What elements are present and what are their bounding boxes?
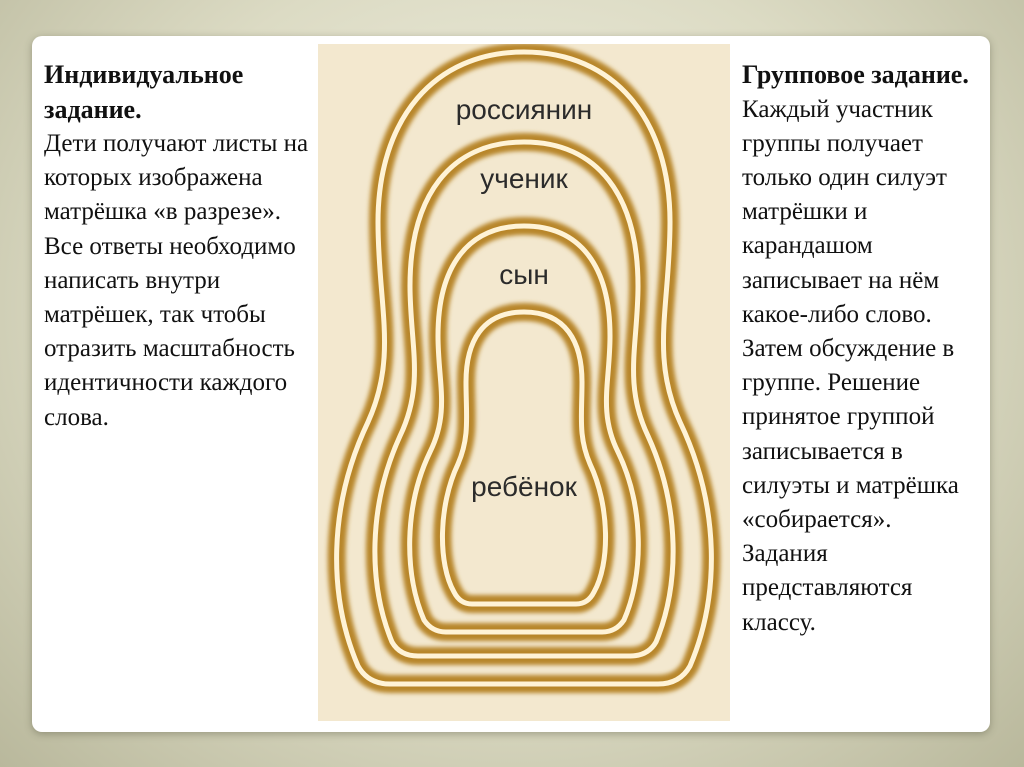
group-task-title: Групповое задание.: [742, 60, 969, 89]
label-uchenik: ученик: [480, 163, 568, 194]
matryoshka-svg: [318, 44, 730, 721]
group-task-column: [742, 58, 982, 640]
group-task-text-2: Затем обсуждение в группе. Решение принятое группой записывается в силуэты и матрёшка «собирается».: [742, 334, 959, 533]
group-task-text-1: Каждый участник группы получает только один силуэт матрёшки и карандашом записывает на нём какое-либо слово.: [742, 95, 947, 328]
label-rossiyanin: россиянин: [455, 94, 593, 125]
individual-task-column: [44, 58, 329, 435]
individual-task-text-1: Дети получают листы на которых изображена матрёшка «в разрезе».: [44, 130, 309, 226]
individual-task-text-2: Все ответы необходимо написать внутри матрёшек, так чтобы отразить масштабность идентичности каждого слова.: [44, 232, 296, 431]
individual-task-title: Индивидуальное задание.: [44, 60, 244, 124]
group-task-text-3: Задания представляются классу.: [742, 540, 913, 636]
matryoshka-diagram: [318, 44, 730, 721]
label-syn: сын: [499, 259, 549, 290]
label-rebenok: ребёнок: [471, 471, 577, 502]
